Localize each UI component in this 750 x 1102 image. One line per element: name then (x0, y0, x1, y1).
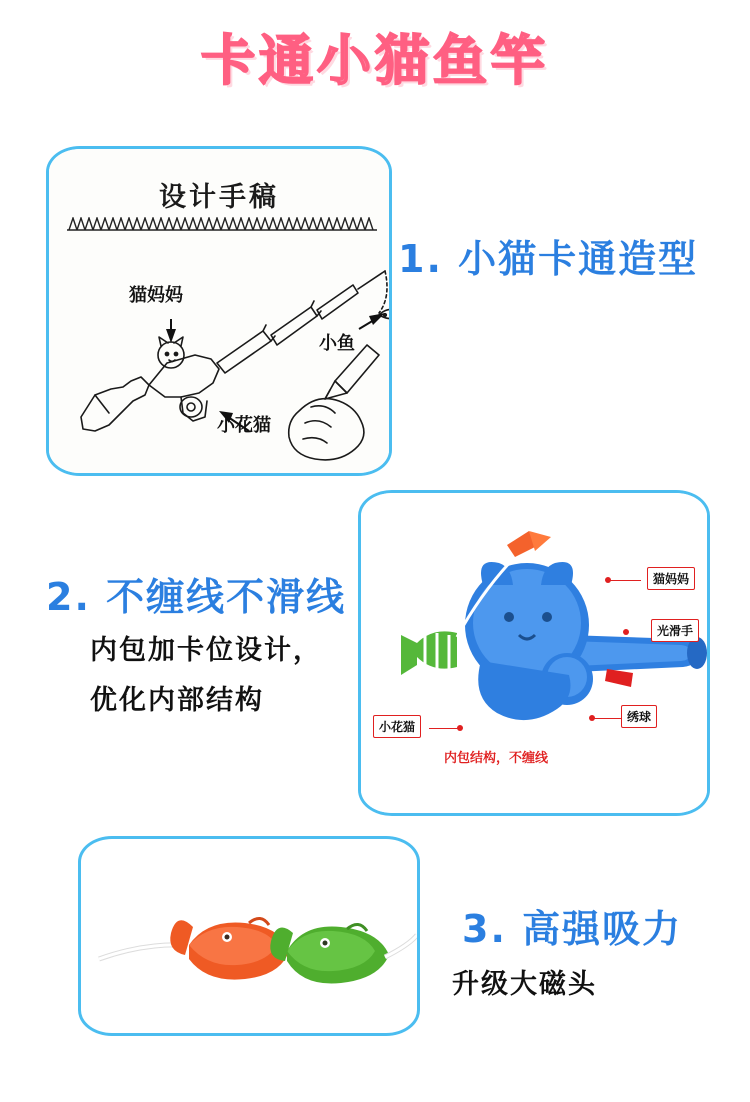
callout-lead-ball (591, 718, 623, 719)
callout-cat: 小花猫 (373, 715, 421, 738)
sketch-caption: 设计手稿 (159, 182, 279, 213)
section-2-subline-1: 内包加卡位设计， (90, 635, 322, 666)
callout-note: 内包结构，不缠线 (444, 751, 549, 766)
section-3-subline-1: 升级大磁头 (452, 969, 597, 1000)
product-closeup-panel (358, 490, 710, 816)
sketch-label-cat: 小花猫 (217, 415, 271, 436)
section-2-subline-2: 优化内部结构 (90, 685, 264, 716)
sketch-label-mom: 猫妈妈 (129, 285, 183, 306)
section-3-heading: 3. 高强吸力 (462, 907, 683, 951)
sketch-label-fish: 小鱼 (319, 333, 355, 354)
section-2-heading: 2. 不缠线不滑线 (46, 575, 347, 619)
magnet-fish-photo (81, 839, 420, 1036)
callout-dot-hand (623, 629, 629, 635)
callout-mom: 猫妈妈 (647, 567, 695, 590)
sketch-panel (46, 146, 392, 476)
callout-lead-cat (429, 728, 461, 729)
callout-lead-mom (607, 580, 641, 581)
page-title: 卡通小猫鱼竿 (201, 29, 549, 92)
callout-hand: 光滑手 (651, 619, 699, 642)
magnet-fish-panel (78, 836, 420, 1036)
section-1-heading: 1. 小猫卡通造型 (398, 237, 699, 281)
callout-ball: 绣球 (621, 705, 657, 728)
